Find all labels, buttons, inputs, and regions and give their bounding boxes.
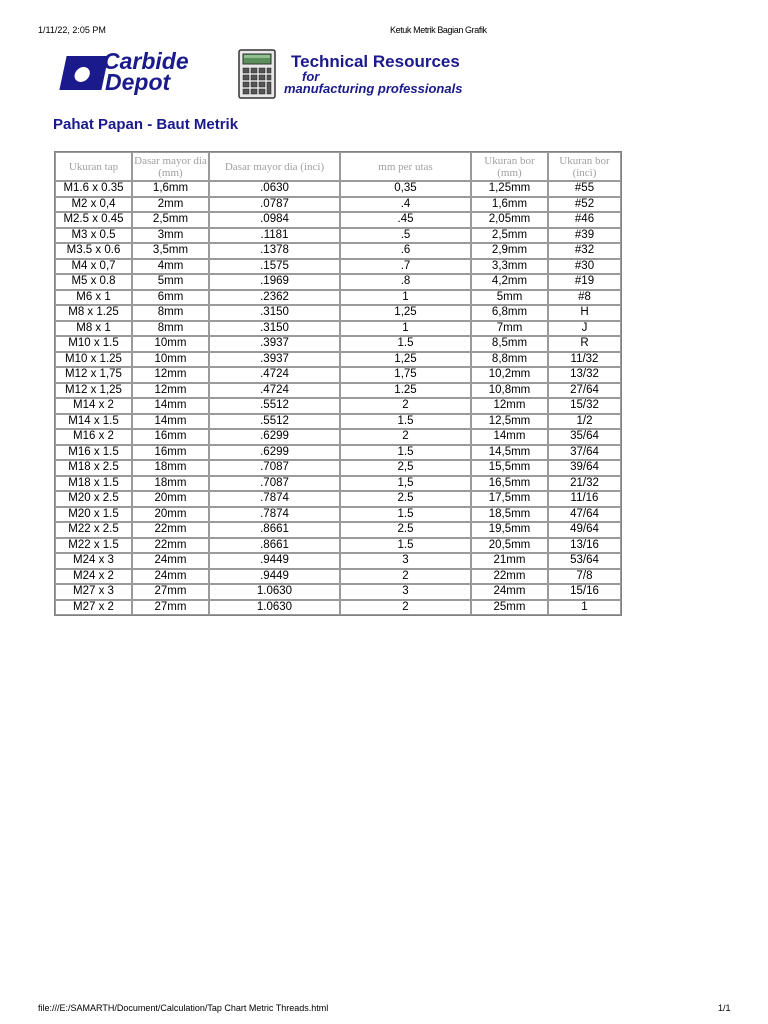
table-row <box>55 228 621 244</box>
cell-tap-size: M24 x 3 <box>55 553 132 569</box>
cell-drill-size-mm: 2,9mm <box>471 243 548 259</box>
cell-mm-per-thread: .8 <box>340 274 471 290</box>
page-title: Pahat Papan - Baut Metrik <box>53 116 239 133</box>
header-tap-size: Ukuran tap <box>55 152 132 181</box>
cell-mm-per-thread: .5 <box>340 228 471 244</box>
cell-drill-size-inch: 1/2 <box>548 414 621 430</box>
table-row <box>55 460 621 476</box>
table-header-row <box>55 152 621 181</box>
cell-drill-size-inch: 35/64 <box>548 429 621 445</box>
cell-mm-per-thread: 1 <box>340 321 471 337</box>
cell-tap-size: M10 x 1.25 <box>55 352 132 368</box>
cell-major-dia-inch: .0630 <box>209 181 340 197</box>
carbide-depot-logo[interactable] <box>63 48 213 96</box>
table-row <box>55 476 621 492</box>
cell-tap-size: M18 x 2.5 <box>55 460 132 476</box>
cell-major-dia-mm: 5mm <box>132 274 209 290</box>
cell-tap-size: M22 x 2.5 <box>55 522 132 538</box>
cell-major-dia-inch: .1575 <box>209 259 340 275</box>
cell-drill-size-mm: 7mm <box>471 321 548 337</box>
cell-major-dia-inch: .9449 <box>209 553 340 569</box>
table-row <box>55 569 621 585</box>
cell-mm-per-thread: 2 <box>340 600 471 616</box>
cell-major-dia-inch: .8661 <box>209 538 340 554</box>
cell-major-dia-mm: 20mm <box>132 507 209 523</box>
cell-tap-size: M12 x 1,75 <box>55 367 132 383</box>
table-row <box>55 305 621 321</box>
table-row <box>55 507 621 523</box>
cell-tap-size: M3.5 x 0.6 <box>55 243 132 259</box>
cell-tap-size: M6 x 1 <box>55 290 132 306</box>
cell-tap-size: M2.5 x 0.45 <box>55 212 132 228</box>
cell-major-dia-inch: .1969 <box>209 274 340 290</box>
cell-major-dia-mm: 3mm <box>132 228 209 244</box>
table-row <box>55 274 621 290</box>
cell-major-dia-inch: .3150 <box>209 321 340 337</box>
cell-major-dia-mm: 16mm <box>132 429 209 445</box>
cell-drill-size-mm: 21mm <box>471 553 548 569</box>
cell-tap-size: M4 x 0,7 <box>55 259 132 275</box>
cell-major-dia-inch: .5512 <box>209 398 340 414</box>
header-major-dia-inch: Dasar mayor dia (inci) <box>209 152 340 181</box>
cell-major-dia-mm: 14mm <box>132 398 209 414</box>
cell-tap-size: M8 x 1.25 <box>55 305 132 321</box>
cell-tap-size: M3 x 0.5 <box>55 228 132 244</box>
cell-drill-size-mm: 3,3mm <box>471 259 548 275</box>
cell-drill-size-mm: 4,2mm <box>471 274 548 290</box>
cell-major-dia-inch: .7087 <box>209 460 340 476</box>
cell-drill-size-inch: 13/32 <box>548 367 621 383</box>
table-row <box>55 321 621 337</box>
table-row <box>55 383 621 399</box>
cell-mm-per-thread: 1.5 <box>340 445 471 461</box>
cell-major-dia-mm: 8mm <box>132 321 209 337</box>
cell-drill-size-mm: 14,5mm <box>471 445 548 461</box>
cell-major-dia-inch: .5512 <box>209 414 340 430</box>
table-row <box>55 398 621 414</box>
table-row <box>55 445 621 461</box>
cell-drill-size-mm: 12mm <box>471 398 548 414</box>
cell-drill-size-inch: 21/32 <box>548 476 621 492</box>
cell-tap-size: M8 x 1 <box>55 321 132 337</box>
print-datetime: 1/11/22, 2:05 PM <box>38 25 106 35</box>
cell-drill-size-inch: R <box>548 336 621 352</box>
cell-mm-per-thread: 2 <box>340 398 471 414</box>
cell-drill-size-inch: J <box>548 321 621 337</box>
cell-drill-size-mm: 10,8mm <box>471 383 548 399</box>
cell-drill-size-inch: 37/64 <box>548 445 621 461</box>
cell-major-dia-inch: .1181 <box>209 228 340 244</box>
cell-drill-size-inch: #30 <box>548 259 621 275</box>
cell-major-dia-mm: 14mm <box>132 414 209 430</box>
cell-drill-size-mm: 8,5mm <box>471 336 548 352</box>
cell-major-dia-inch: .0787 <box>209 197 340 213</box>
cell-major-dia-mm: 16mm <box>132 445 209 461</box>
cell-mm-per-thread: .4 <box>340 197 471 213</box>
cell-mm-per-thread: 1.5 <box>340 336 471 352</box>
cell-major-dia-mm: 3,5mm <box>132 243 209 259</box>
table-row <box>55 367 621 383</box>
tap-chart-table <box>54 151 622 616</box>
table-row <box>55 491 621 507</box>
cell-drill-size-inch: #55 <box>548 181 621 197</box>
cell-mm-per-thread: 2,5 <box>340 460 471 476</box>
cell-major-dia-inch: 1.0630 <box>209 584 340 600</box>
table-row <box>55 429 621 445</box>
cell-mm-per-thread: 1.25 <box>340 383 471 399</box>
cell-drill-size-inch: 27/64 <box>548 383 621 399</box>
cell-drill-size-inch: 49/64 <box>548 522 621 538</box>
cell-drill-size-inch: H <box>548 305 621 321</box>
cell-drill-size-inch: #46 <box>548 212 621 228</box>
cell-drill-size-mm: 10,2mm <box>471 367 548 383</box>
cell-tap-size: M16 x 1.5 <box>55 445 132 461</box>
cell-major-dia-mm: 27mm <box>132 584 209 600</box>
header-mm-per-thread: mm per utas <box>340 152 471 181</box>
table-row <box>55 584 621 600</box>
cell-major-dia-inch: .2362 <box>209 290 340 306</box>
cell-tap-size: M20 x 2.5 <box>55 491 132 507</box>
table-row <box>55 290 621 306</box>
cell-major-dia-mm: 8mm <box>132 305 209 321</box>
table-row <box>55 352 621 368</box>
cell-major-dia-mm: 6mm <box>132 290 209 306</box>
cell-drill-size-mm: 17,5mm <box>471 491 548 507</box>
cell-major-dia-mm: 2,5mm <box>132 212 209 228</box>
cell-major-dia-mm: 22mm <box>132 538 209 554</box>
cell-drill-size-inch: 47/64 <box>548 507 621 523</box>
logo-wordmark: Carbide Depot <box>103 48 189 95</box>
cell-drill-size-inch: #39 <box>548 228 621 244</box>
print-page-number: 1/1 <box>718 1003 731 1013</box>
cell-major-dia-mm: 2mm <box>132 197 209 213</box>
cell-mm-per-thread: .7 <box>340 259 471 275</box>
cell-tap-size: M20 x 1.5 <box>55 507 132 523</box>
cell-drill-size-inch: 15/32 <box>548 398 621 414</box>
cell-drill-size-inch: #52 <box>548 197 621 213</box>
header-drill-size-inch: Ukuran bor (inci) <box>548 152 621 181</box>
cell-major-dia-mm: 22mm <box>132 522 209 538</box>
cell-tap-size: M27 x 2 <box>55 600 132 616</box>
cell-major-dia-inch: .4724 <box>209 367 340 383</box>
cell-tap-size: M27 x 3 <box>55 584 132 600</box>
cell-major-dia-inch: .7087 <box>209 476 340 492</box>
cell-major-dia-inch: .7874 <box>209 507 340 523</box>
cell-major-dia-mm: 4mm <box>132 259 209 275</box>
table-row <box>55 553 621 569</box>
cell-drill-size-mm: 12,5mm <box>471 414 548 430</box>
cell-drill-size-mm: 14mm <box>471 429 548 445</box>
cell-tap-size: M12 x 1,25 <box>55 383 132 399</box>
cell-drill-size-mm: 1,6mm <box>471 197 548 213</box>
table-row <box>55 600 621 616</box>
cell-drill-size-mm: 24mm <box>471 584 548 600</box>
tagline-for: for <box>302 69 320 84</box>
cell-tap-size: M10 x 1.5 <box>55 336 132 352</box>
cell-major-dia-mm: 18mm <box>132 476 209 492</box>
cell-major-dia-inch: .4724 <box>209 383 340 399</box>
cell-drill-size-mm: 20,5mm <box>471 538 548 554</box>
table-row <box>55 414 621 430</box>
cell-drill-size-mm: 18,5mm <box>471 507 548 523</box>
cell-tap-size: M14 x 1.5 <box>55 414 132 430</box>
cell-mm-per-thread: 1.5 <box>340 538 471 554</box>
cell-drill-size-mm: 16,5mm <box>471 476 548 492</box>
cell-major-dia-mm: 1,6mm <box>132 181 209 197</box>
cell-drill-size-mm: 22mm <box>471 569 548 585</box>
cell-drill-size-mm: 8,8mm <box>471 352 548 368</box>
cell-major-dia-inch: .6299 <box>209 445 340 461</box>
cell-drill-size-mm: 2,05mm <box>471 212 548 228</box>
cell-tap-size: M1.6 x 0.35 <box>55 181 132 197</box>
cell-mm-per-thread: 2.5 <box>340 491 471 507</box>
cell-mm-per-thread: 3 <box>340 584 471 600</box>
cell-drill-size-inch: 11/16 <box>548 491 621 507</box>
print-file-path: file:///E:/SAMARTH/Document/Calculation/Tap Chart Metric Threads.html <box>38 1003 329 1013</box>
cell-mm-per-thread: 2 <box>340 569 471 585</box>
table-row <box>55 259 621 275</box>
cell-drill-size-inch: 53/64 <box>548 553 621 569</box>
cell-tap-size: M24 x 2 <box>55 569 132 585</box>
cell-mm-per-thread: 2.5 <box>340 522 471 538</box>
cell-drill-size-inch: 11/32 <box>548 352 621 368</box>
table-row <box>55 243 621 259</box>
cell-tap-size: M2 x 0,4 <box>55 197 132 213</box>
cell-major-dia-inch: .6299 <box>209 429 340 445</box>
header-major-dia-mm: Dasar mayor dia (mm) <box>132 152 209 181</box>
cell-mm-per-thread: .6 <box>340 243 471 259</box>
cell-mm-per-thread: 1,25 <box>340 352 471 368</box>
logo-mark <box>59 56 108 90</box>
cell-mm-per-thread: 3 <box>340 553 471 569</box>
cell-tap-size: M14 x 2 <box>55 398 132 414</box>
cell-major-dia-mm: 10mm <box>132 352 209 368</box>
tagline-title: Technical Resources <box>291 52 460 71</box>
cell-major-dia-inch: .3937 <box>209 352 340 368</box>
cell-mm-per-thread: 1,5 <box>340 476 471 492</box>
cell-major-dia-mm: 10mm <box>132 336 209 352</box>
cell-major-dia-inch: .3150 <box>209 305 340 321</box>
header-drill-size-mm: Ukuran bor (mm) <box>471 152 548 181</box>
cell-major-dia-inch: 1.0630 <box>209 600 340 616</box>
cell-tap-size: M5 x 0.8 <box>55 274 132 290</box>
cell-drill-size-mm: 6,8mm <box>471 305 548 321</box>
table-row <box>55 197 621 213</box>
cell-mm-per-thread: 1,25 <box>340 305 471 321</box>
calculator-icon <box>238 49 276 99</box>
cell-major-dia-mm: 24mm <box>132 569 209 585</box>
cell-major-dia-mm: 27mm <box>132 600 209 616</box>
cell-mm-per-thread: 1 <box>340 290 471 306</box>
cell-major-dia-inch: .3937 <box>209 336 340 352</box>
cell-drill-size-inch: #8 <box>548 290 621 306</box>
cell-drill-size-inch: 7/8 <box>548 569 621 585</box>
table-row <box>55 522 621 538</box>
cell-major-dia-mm: 12mm <box>132 367 209 383</box>
cell-major-dia-inch: .1378 <box>209 243 340 259</box>
cell-mm-per-thread: .45 <box>340 212 471 228</box>
table-row <box>55 336 621 352</box>
print-document-title: Ketuk Metrik Bagian Grafik <box>390 25 487 35</box>
cell-drill-size-mm: 5mm <box>471 290 548 306</box>
cell-drill-size-inch: 13/16 <box>548 538 621 554</box>
cell-drill-size-inch: 1 <box>548 600 621 616</box>
table-row <box>55 181 621 197</box>
cell-major-dia-mm: 20mm <box>132 491 209 507</box>
table-row <box>55 212 621 228</box>
cell-drill-size-mm: 25mm <box>471 600 548 616</box>
cell-drill-size-mm: 15,5mm <box>471 460 548 476</box>
cell-major-dia-inch: .8661 <box>209 522 340 538</box>
cell-tap-size: M16 x 2 <box>55 429 132 445</box>
cell-major-dia-inch: .0984 <box>209 212 340 228</box>
cell-drill-size-mm: 1,25mm <box>471 181 548 197</box>
tagline-subtitle: manufacturing professionals <box>284 81 463 96</box>
cell-drill-size-inch: 39/64 <box>548 460 621 476</box>
table-row <box>55 538 621 554</box>
cell-mm-per-thread: 0,35 <box>340 181 471 197</box>
cell-mm-per-thread: 1.5 <box>340 507 471 523</box>
cell-tap-size: M18 x 1.5 <box>55 476 132 492</box>
cell-drill-size-inch: #19 <box>548 274 621 290</box>
cell-drill-size-inch: 15/16 <box>548 584 621 600</box>
cell-major-dia-mm: 12mm <box>132 383 209 399</box>
cell-drill-size-inch: #32 <box>548 243 621 259</box>
cell-major-dia-mm: 18mm <box>132 460 209 476</box>
cell-major-dia-inch: .7874 <box>209 491 340 507</box>
cell-drill-size-mm: 2,5mm <box>471 228 548 244</box>
cell-major-dia-mm: 24mm <box>132 553 209 569</box>
cell-tap-size: M22 x 1.5 <box>55 538 132 554</box>
cell-mm-per-thread: 1.5 <box>340 414 471 430</box>
cell-mm-per-thread: 1,75 <box>340 367 471 383</box>
cell-mm-per-thread: 2 <box>340 429 471 445</box>
cell-drill-size-mm: 19,5mm <box>471 522 548 538</box>
cell-major-dia-inch: .9449 <box>209 569 340 585</box>
